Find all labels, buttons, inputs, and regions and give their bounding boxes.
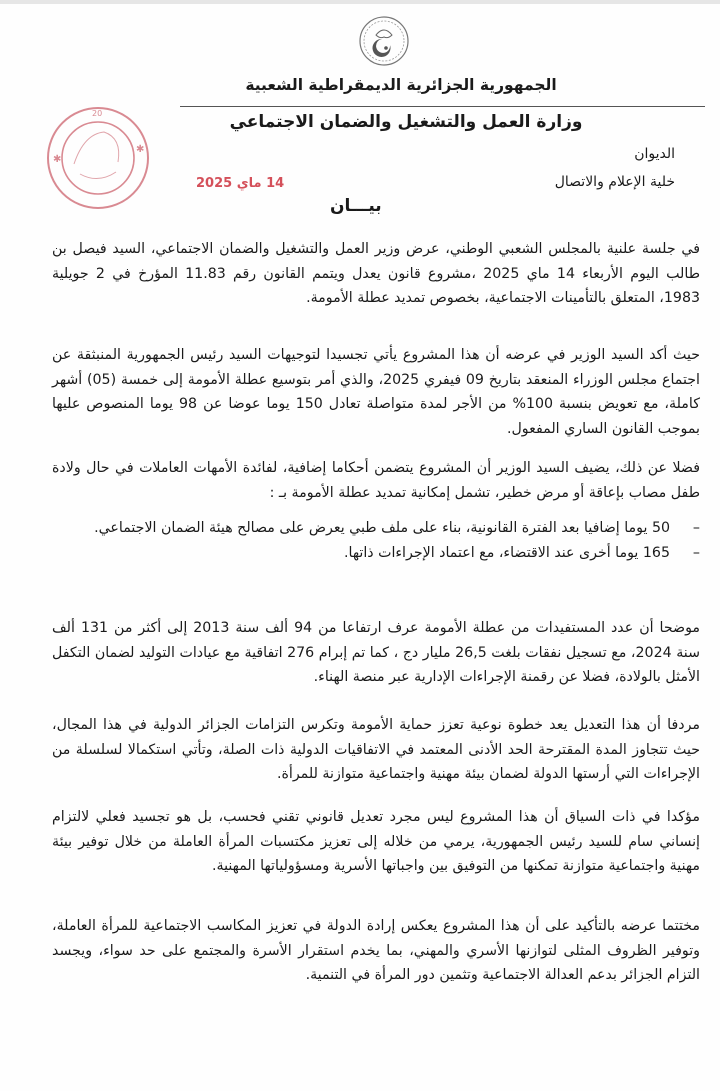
svg-text:✱: ✱ [53, 154, 62, 165]
ministry-heading: وزارة العمل والتشغيل والضمان الاجتماعي [229, 112, 583, 132]
paragraph-3: فضلا عن ذلك، يضيف السيد الوزير أن المشروع يتضمن أحكاما إضافية، لفائدة الأمهات العاملات في حال ولادة طفل مصاب بإعاقة أو مرض خطير، تشمل إمكانية تمديد عطلة الأمومة بـ : [52, 460, 700, 501]
paragraph-6: مؤكدا في ذات السياق أن هذا المشروع ليس مجرد تعديل قانوني تقني فحسب، بل هو تجسيد فعلي لالتزام إنساني سام للسيد رئيس الجمهورية، يرمي من خلاله إلى تعزيز مكتسبات المرأة العاملة من خلال توفير بيئة مهنية واجتماعية متوازنة تمكنها من التوفيق بين واجباتها الأسرية ومسؤولياتها المهنية. [52, 809, 700, 874]
svg-text:✱: ✱ [136, 144, 145, 155]
algeria-emblem-icon [358, 15, 410, 67]
seal-code: 20 [92, 109, 103, 118]
paragraph-5: مردفا أن هذا التعديل يعد خطوة نوعية تعزز حماية الأمومة وتكرس التزامات الجزائر الدولية في هذا المجال، حيث تتجاوز المدة المقترحة الحد الأدنى المعتمد في الاتفاقيات الدولية ذات الصلة، وتأتي استكمالا لسلسلة من الإجراءات التي أرستها الدولة لضمان بيئة مهنية واجتماعية متوازنة للمرأة. [52, 717, 700, 782]
top-border [0, 0, 720, 4]
paragraph-7: مختتما عرضه بالتأكيد على أن هذا المشروع يعكس إرادة الدولة في تعزيز المكاسب الاجتماعية للمرأة العاملة، وتوفير الظروف المثلى لتوازنها الأسري والمهني، بما يخدم استقرار الأسرة والمجتمع على حد سواء، ويجسد التزام الجزائر بدعم العدالة الاجتماعية وتثمين دور المرأة في التنمية. [52, 918, 700, 983]
header-divider [180, 106, 705, 107]
republic-heading: الجمهورية الجزائرية الديمقراطية الشعبية [245, 76, 557, 94]
list-item [52, 541, 700, 566]
document-title: بيـــان [330, 196, 382, 216]
extension-list [52, 516, 700, 565]
paragraph-4: موضحا أن عدد المستفيدات من عطلة الأمومة عرف ارتفاعا من 94 ألف سنة 2013 إلى أكثر من 131 ألف سنة 2024، مع تسجيل نفقات بلغت 26,5 مليار دج ، كما تم إبرام 276 اتفاقية مع عيادات التوليد لضمان التكفل الأمثل بالولادة، فضلا عن رقمنة الإجراءات الإدارية عبر منصة الهناء. [52, 620, 701, 685]
department-label: الديوان [634, 146, 675, 162]
paragraph-1: في جلسة علنية بالمجلس الشعبي الوطني، عرض وزير العمل والتشغيل والضمان الاجتماعي، السيد فيصل بن طالب اليوم الأربعاء 14 ماي 2025 ،مشروع قانون يعدل ويتمم القانون رقم 11.83 المؤرخ في 2 جويلية 1983، المتعلق بالتأمينات الاجتماعية، بخصوص تمديد عطلة الأمومة. [52, 241, 700, 306]
list-item-text: 165 يوما أخرى عند الاقتضاء، مع اعتماد الإجراءات ذاتها. [344, 544, 670, 561]
list-item-text: 50 يوما إضافيا بعد الفترة القانونية، بناء على ملف طبي يعرض على مصالح هيئة الضمان الاجتماعي. [94, 520, 670, 536]
paragraph-2: حيث أكد السيد الوزير في عرضه أن هذا المشروع يأتي تجسيدا لتوجيهات السيد رئيس الجمهورية المنبثقة عن اجتماع مجلس الوزراء المنعقد بتاريخ 09 فيفري 2025، والذي أمر بتوسيع عطلة الأمومة إلى خمسة (05) أشهر كاملة، مع تعويض بنسبة 100% من الأجر لمدة متواصلة تعادل 150 يوما عوضا عن 98 يوما المنصوص عليها بموجب القانون الساري المفعول. [52, 347, 700, 437]
ministry-seal-stamp-icon [44, 104, 152, 212]
list-item [52, 516, 700, 541]
cell-label: خلية الإعلام والاتصال [554, 174, 675, 190]
dash-bullet: – [692, 520, 700, 536]
date-stamp: 14 ماي 2025 [196, 176, 285, 191]
dash-bullet: – [692, 544, 700, 561]
